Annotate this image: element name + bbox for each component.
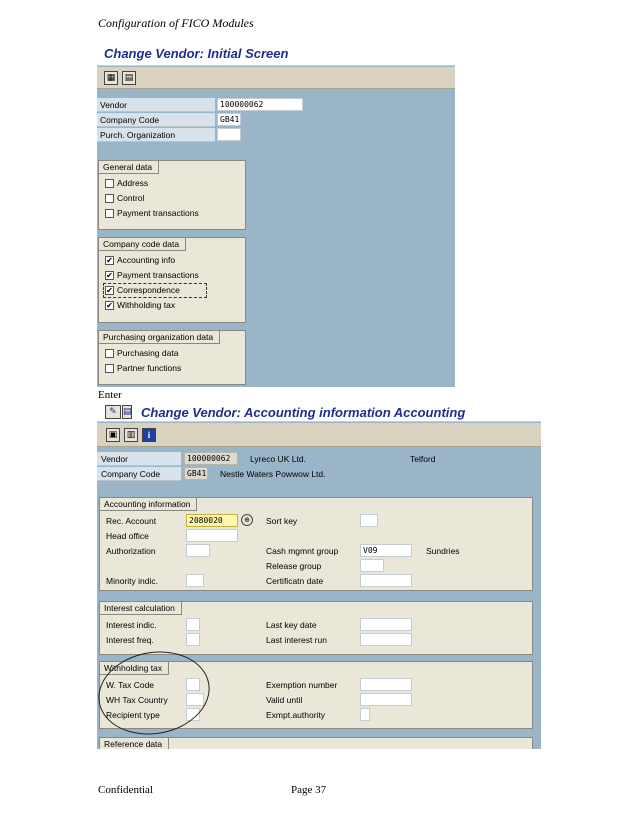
last-key-date-input[interactable]: [360, 618, 412, 631]
authorization-input[interactable]: [186, 544, 210, 557]
company-name: Nestle Waters Powwow Ltd.: [220, 469, 326, 479]
purchasing-org-data-group: [98, 330, 246, 385]
sort-key-input[interactable]: [360, 514, 378, 527]
address-label: Address: [117, 178, 149, 188]
company-code-input[interactable]: GB41: [217, 113, 241, 126]
valid-until-input[interactable]: [360, 693, 412, 706]
company-code-data-title: Company code data: [99, 238, 186, 251]
footer-confidential: Confidential: [98, 784, 153, 796]
address-checkbox[interactable]: [105, 179, 114, 188]
general-data-title: General data: [99, 161, 159, 174]
minority-indic-input[interactable]: [186, 574, 204, 587]
company-code-label: Company Code: [100, 115, 160, 125]
overview-icon[interactable]: ▦: [104, 71, 118, 85]
purch-org-label: Purch. Organization: [100, 130, 176, 140]
accounting-info-label: Accounting info: [117, 255, 176, 265]
payment-transactions-checkbox[interactable]: [105, 209, 114, 218]
exmpt-authority-input[interactable]: [360, 708, 370, 721]
correspondence-label: Correspondence: [117, 285, 180, 295]
head-office-input[interactable]: [186, 529, 238, 542]
display-change-icon[interactable]: ✎: [105, 405, 121, 419]
rec-account-input[interactable]: 2080020: [186, 514, 238, 527]
footer-page-number: Page 37: [291, 784, 327, 796]
accounting-info-checkbox[interactable]: ✔: [106, 256, 113, 265]
authorization-label: Authorization: [106, 546, 156, 556]
certificatn-date-input[interactable]: [360, 574, 412, 587]
match-code-icon[interactable]: ⊕: [241, 514, 253, 526]
accounting-information-group: [99, 497, 533, 591]
company-code-label: Company Code: [101, 469, 161, 479]
initial-screen: [97, 40, 455, 387]
head-office-label: Head office: [106, 531, 149, 541]
vendor-value: 100000062: [184, 452, 238, 465]
sort-key-label: Sort key: [266, 516, 298, 526]
screen-title-text: Change Vendor: Accounting information Accounting: [141, 405, 466, 420]
cash-mgmt-group-desc: Sundries: [426, 546, 460, 556]
screen-title: [97, 402, 541, 422]
withholding-tax-checkbox[interactable]: ✔: [106, 301, 113, 310]
purchasing-org-data-title: Purchasing organization data: [99, 331, 220, 344]
company-code-value: GB41: [184, 467, 208, 480]
exemption-number-input[interactable]: [360, 678, 412, 691]
partner-functions-checkbox[interactable]: [105, 364, 114, 373]
valid-until-label: Valid until: [266, 695, 303, 705]
payment-transactions-label: Payment transactions: [117, 208, 199, 218]
purchasing-data-checkbox[interactable]: [105, 349, 114, 358]
vendor-name: Lyreco UK Ltd.: [250, 454, 306, 464]
interest-freq-input[interactable]: [186, 633, 200, 646]
other-vendor-icon[interactable]: ▤: [123, 407, 132, 417]
control-checkbox[interactable]: [105, 194, 114, 203]
certificatn-date-label: Certificatn date: [266, 576, 324, 586]
cash-mgmt-group-input[interactable]: V09: [360, 544, 412, 557]
vendor-label: Vendor: [100, 100, 127, 110]
cc-payment-transactions-label: Payment transactions: [117, 270, 199, 280]
document-icon[interactable]: ▤: [122, 71, 136, 85]
control-label: Control: [117, 193, 145, 203]
withholding-tax-label: Withholding tax: [117, 300, 176, 310]
general-data-group: [98, 160, 246, 230]
print-icon[interactable]: ▥: [124, 428, 138, 442]
accounting-information-title: Accounting information: [100, 498, 197, 511]
correspondence-checkbox[interactable]: ✔: [106, 286, 113, 295]
vendor-input[interactable]: 100000062: [217, 98, 303, 111]
document-title: Configuration of FICO Modules: [98, 16, 254, 30]
save-icon[interactable]: ▣: [106, 428, 120, 442]
w-tax-code-label: W. Tax Code: [106, 680, 155, 690]
withholding-tax-title: Withholding tax: [100, 662, 169, 675]
purch-org-input[interactable]: [217, 128, 241, 141]
interest-calculation-title: Interest calculation: [100, 602, 182, 615]
reference-data-title: Reference data: [100, 738, 169, 749]
screen-title: Change Vendor: Initial Screen: [97, 40, 455, 66]
vendor-city: Telford: [410, 454, 436, 464]
cash-mgmt-group-label: Cash mgmnt group: [266, 546, 339, 556]
release-group-input[interactable]: [360, 559, 384, 572]
interest-indic-label: Interest indic.: [106, 620, 157, 630]
exmpt-authority-label: Exmpt.authority: [266, 710, 326, 720]
partner-functions-label: Partner functions: [117, 363, 182, 373]
vendor-label: Vendor: [101, 454, 128, 464]
interest-calculation-group: [99, 601, 533, 655]
reference-data-group: [99, 737, 533, 749]
cc-payment-transactions-checkbox[interactable]: ✔: [106, 271, 113, 280]
purchasing-data-label: Purchasing data: [117, 348, 179, 358]
info-icon[interactable]: i: [142, 428, 156, 442]
enter-caption: Enter: [98, 389, 122, 401]
last-interest-run-input[interactable]: [360, 633, 412, 646]
wh-tax-country-label: WH Tax Country: [106, 695, 168, 705]
exemption-number-label: Exemption number: [266, 680, 338, 690]
rec-account-label: Rec. Account: [106, 516, 157, 526]
recipient-type-label: Recipient type: [106, 710, 160, 720]
minority-indic-label: Minority indic.: [106, 576, 158, 586]
interest-freq-label: Interest freq.: [106, 635, 154, 645]
company-code-data-group: [98, 237, 246, 323]
toolbar: [97, 423, 541, 447]
last-key-date-label: Last key date: [266, 620, 317, 630]
interest-indic-input[interactable]: [186, 618, 200, 631]
toolbar: [97, 67, 455, 89]
last-interest-run-label: Last interest run: [266, 635, 327, 645]
release-group-label: Release group: [266, 561, 322, 571]
